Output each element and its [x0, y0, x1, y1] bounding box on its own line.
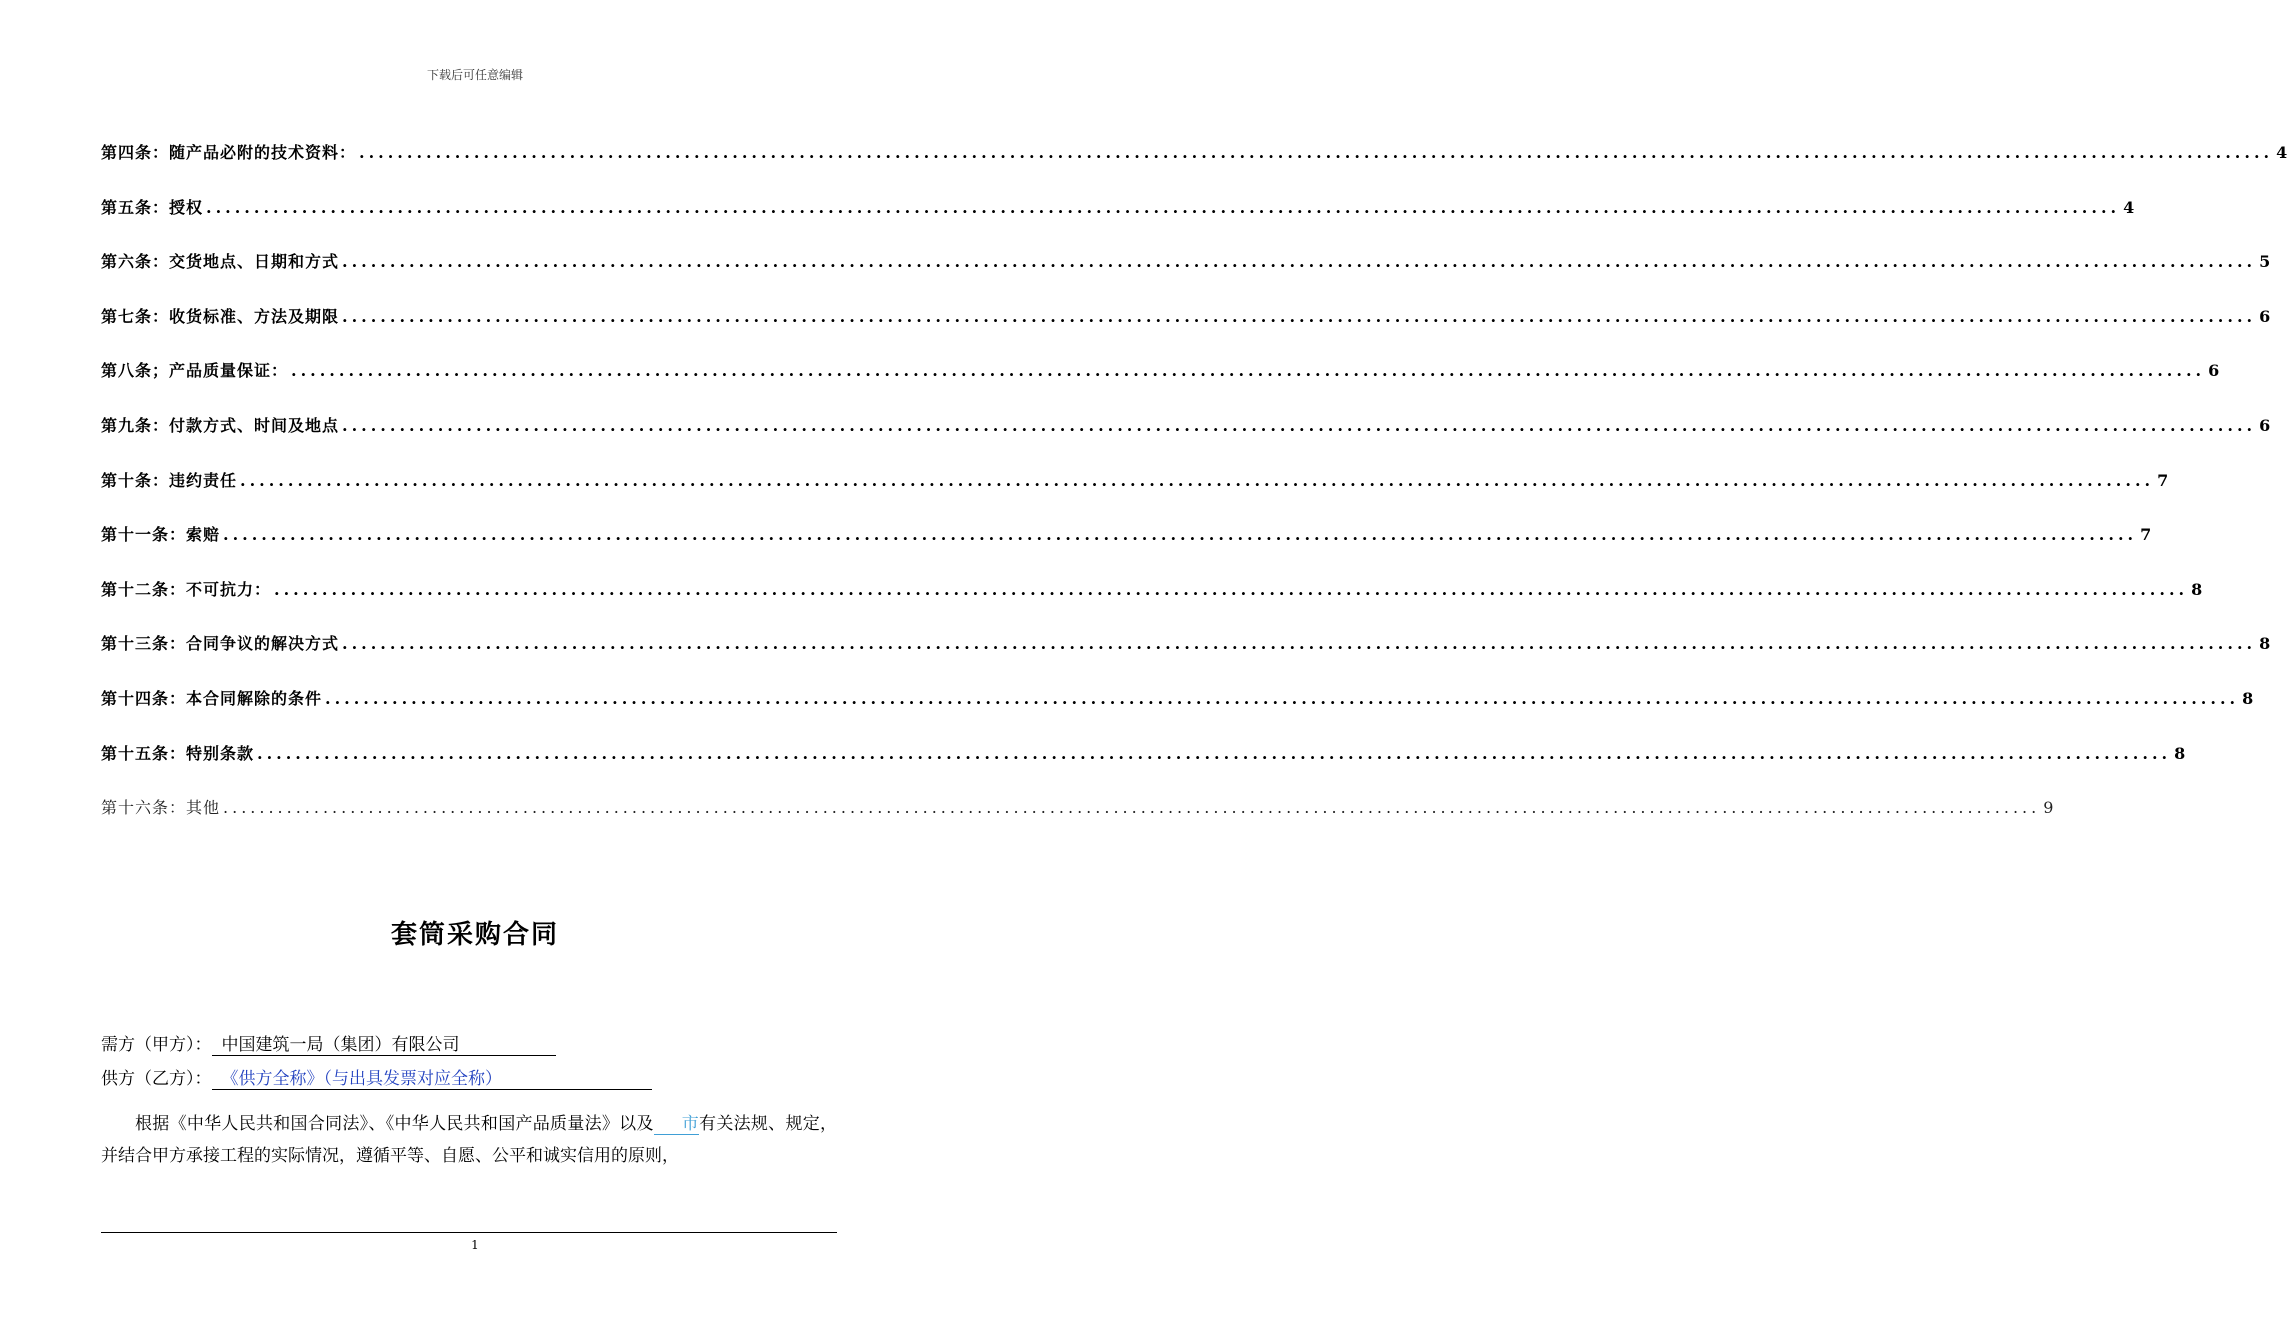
- toc-dot-leader: ........................................................................................................................................................................................................: [223, 798, 2041, 818]
- toc-entry[interactable]: [101, 195, 2136, 250]
- toc-dot-leader: ........................................................................................................................................................................................................: [325, 688, 2240, 708]
- preamble-text-1: 根据《中华人民共和国合同法》、《中华人民共和国产品质量法》以及: [135, 1114, 654, 1134]
- toc-entry-label: 第十六条：其他: [101, 798, 221, 818]
- city-field[interactable]: 市: [654, 1114, 699, 1135]
- toc-entry[interactable]: [101, 413, 2272, 468]
- toc-entry-label: 第十一条：索赔: [101, 525, 221, 545]
- toc-entry[interactable]: [101, 741, 2187, 796]
- toc-entry[interactable]: [101, 795, 2055, 850]
- toc-entry-page: 6: [2259, 306, 2272, 326]
- toc-entry-page: 7: [2140, 525, 2153, 545]
- toc-entry-label: 第十二条：不可抗力：: [101, 579, 272, 599]
- toc-entry-label: 第六条：交货地点、日期和方式: [101, 252, 340, 272]
- toc-entry-page: 8: [2259, 634, 2272, 654]
- footer-divider: [101, 1232, 837, 1233]
- toc-entry[interactable]: [101, 140, 2288, 195]
- toc-dot-leader: ........................................................................................................................................................................................................: [342, 415, 2257, 435]
- toc-entry-page: 6: [2208, 361, 2221, 381]
- buyer-label: 需方（甲方）：: [101, 1035, 212, 1055]
- toc-dot-leader: ........................................................................................................................................................................................................: [206, 197, 2121, 217]
- toc-dot-leader: ........................................................................................................................................................................................................: [342, 252, 2257, 272]
- toc-dot-leader: ........................................................................................................................................................................................................: [342, 306, 2257, 326]
- toc-entry-page: 8: [2242, 688, 2255, 708]
- preamble-text-2: 有关法规、规定，并结合甲方承接工程的实际情况，遵循平等、自愿、公平和诚实信用的原则，: [101, 1114, 838, 1166]
- toc-dot-leader: ........................................................................................................................................................................................................: [342, 634, 2257, 654]
- header-note: 下载后可任意编辑: [426, 68, 523, 82]
- supplier-field[interactable]: 《供方全称》（与出具发票对应全称）: [212, 1069, 652, 1090]
- toc-entry-label: 第十条：违约责任: [101, 470, 238, 490]
- buyer-line: [101, 1030, 556, 1056]
- toc-entry-page: 8: [2191, 579, 2204, 599]
- toc-entry[interactable]: [101, 631, 2272, 686]
- toc-entry-label: 第五条：授权: [101, 197, 204, 217]
- contract-preamble: [101, 1108, 837, 1172]
- toc-entry-label: 第十五条：特别条款: [101, 743, 255, 763]
- toc-entry[interactable]: [101, 358, 2221, 413]
- buyer-field[interactable]: 中国建筑一局（集团）有限公司: [212, 1035, 556, 1056]
- supplier-line: [101, 1064, 652, 1090]
- toc-entry[interactable]: [101, 468, 2170, 523]
- toc-entry[interactable]: [101, 249, 2272, 304]
- document-title: 套筒采购合同: [390, 920, 559, 950]
- toc-dot-leader: ........................................................................................................................................................................................................: [291, 361, 2206, 381]
- toc-entry-label: 第十四条：本合同解除的条件: [101, 688, 323, 708]
- toc-dot-leader: ........................................................................................................................................................................................................: [240, 470, 2155, 490]
- page-number: 1: [471, 1238, 479, 1252]
- toc-entry-page: 5: [2259, 252, 2272, 272]
- toc-dot-leader: ........................................................................................................................................................................................................: [257, 743, 2172, 763]
- toc-entry-label: 第八条；产品质量保证：: [101, 361, 289, 381]
- toc-entry-label: 第九条：付款方式、时间及地点: [101, 415, 340, 435]
- toc-entry-label: 第十三条：合同争议的解决方式: [101, 634, 340, 654]
- toc-entry[interactable]: [101, 304, 2272, 359]
- toc-dot-leader: ........................................................................................................................................................................................................: [223, 525, 2138, 545]
- toc-entry[interactable]: [101, 522, 2153, 577]
- toc-entry-page: 6: [2259, 415, 2272, 435]
- table-of-contents: [101, 140, 2288, 850]
- toc-entry-page: 7: [2157, 470, 2170, 490]
- toc-entry-page: 4: [2276, 143, 2288, 162]
- toc-dot-leader: ........................................................................................................................................................................................................: [359, 143, 2274, 162]
- toc-entry-page: 8: [2174, 743, 2187, 763]
- toc-entry[interactable]: [101, 686, 2255, 741]
- supplier-label: 供方（乙方）：: [101, 1069, 212, 1089]
- toc-entry-page: 9: [2043, 798, 2055, 818]
- toc-entry-label: 第四条：随产品必附的技术资料：: [101, 143, 357, 162]
- toc-dot-leader: ........................................................................................................................................................................................................: [274, 579, 2189, 599]
- toc-entry-label: 第七条：收货标准、方法及期限: [101, 306, 340, 326]
- toc-entry[interactable]: [101, 577, 2204, 632]
- toc-entry-page: 4: [2123, 197, 2136, 217]
